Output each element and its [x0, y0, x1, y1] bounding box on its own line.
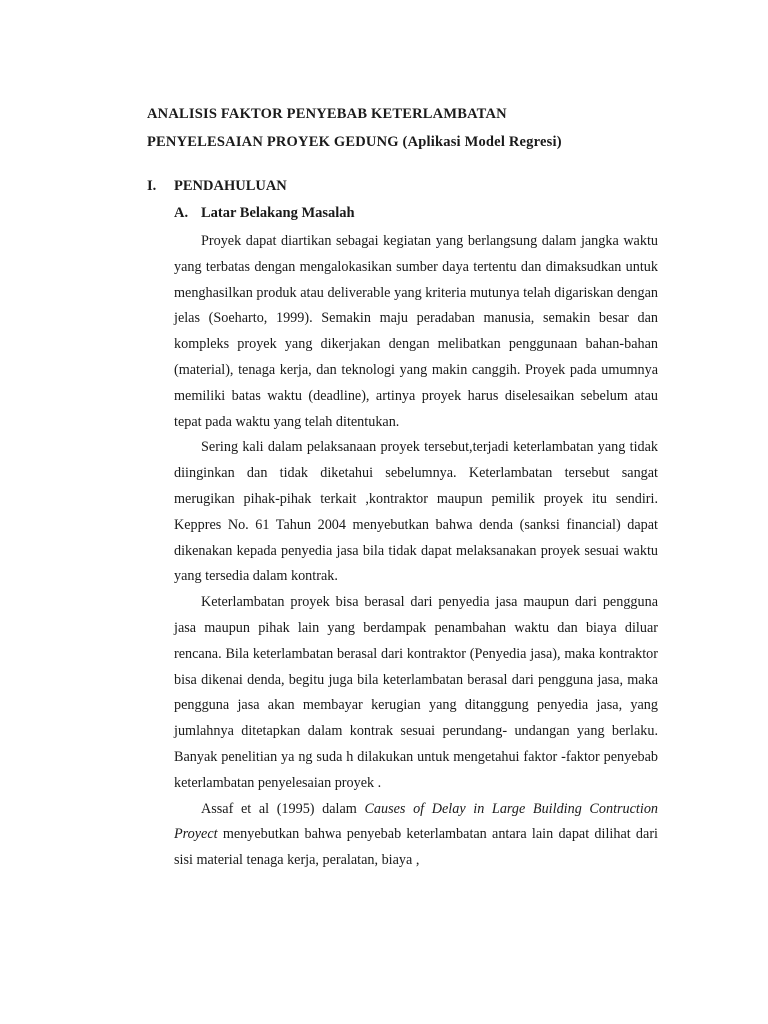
paragraph-4-start: Assaf et al (1995) dalam	[201, 800, 365, 817]
title-line-2: PENYELESAIAN PROYEK GEDUNG (Aplikasi Model Regresi)	[147, 134, 562, 150]
subsection-heading: Latar Belakang Masalah	[201, 205, 355, 221]
paragraph-2: Sering kali dalam pelaksanaan proyek tersebut,terjadi keterlambatan yang tidak diinginkan dan tidak diketahui sebelumnya. Keterlambatan tersebut sangat merugikan pihak-pihak terkait ,kontraktor maupun pemilik proyek itu sendiri. Keppres No. 61 Tahun 2004 menyebutkan bahwa denda (sanksi financial) dapat dikenakan kepada penyedia jasa bila tidak dapat melaksanakan proyek sesuai waktu yang tersedia dalam kontrak.	[174, 439, 658, 585]
cited-work-title: Causes of Delay in Large Building Contruction Proyect	[174, 800, 659, 843]
title-line-1: ANALISIS FAKTOR PENYEBAB KETERLAMBATAN	[147, 106, 507, 122]
paragraph-3: Keterlambatan proyek bisa berasal dari penyedia jasa maupun dari pengguna jasa maupun pihak lain yang berdampak penambahan waktu dan biaya diluar rencana. Bila keterlambatan berasal dari kontraktor (Penyedia jasa), maka kontraktor bisa dikenai denda, begitu juga bila keterlambatan berasal dari pengguna jasa, maka pengguna jasa akan membayar kerugian yang ditanggung penyedia jasa, yang jumlahnya ditetapkan dalam kontrak sesuai perundang- undangan yang berlaku. Banyak penelitian ya ng suda h dilakukan untuk mengetahui faktor -faktor penyebab keterlambatan penyelesaian proyek .	[174, 594, 658, 791]
paragraph-4-end: menyebutkan bahwa penyebab keterlambatan antara lain dapat dilihat dari sisi material tenaga kerja, peralatan, biaya ,	[174, 826, 658, 869]
section-number: I.	[147, 178, 157, 194]
section-heading: PENDAHULUAN	[174, 178, 287, 194]
paragraph-4	[174, 797, 658, 874]
body-text	[174, 229, 658, 874]
paragraph-1: Proyek dapat diartikan sebagai kegiatan yang berlangsung dalam jangka waktu yang terbatas dengan mengalokasikan sumber daya tertentu dan dimaksudkan untuk menghasilkan produk atau deliverable yang kriteria mutunya telah digariskan dengan jelas (Soeharto, 1999). Semakin maju peradaban manusia, semakin besar dan kompleks proyek yang dikerjakan dengan melibatkan penggunaan bahan-bahan (material), tenaga kerja, dan teknologi yang makin canggih. Proyek pada umumnya memiliki batas waktu (deadline), artinya proyek harus diselesaikan sebelum atau tepat pada waktu yang telah ditentukan.	[174, 233, 658, 430]
subsection-number: A.	[174, 205, 189, 221]
document-title	[147, 100, 562, 156]
